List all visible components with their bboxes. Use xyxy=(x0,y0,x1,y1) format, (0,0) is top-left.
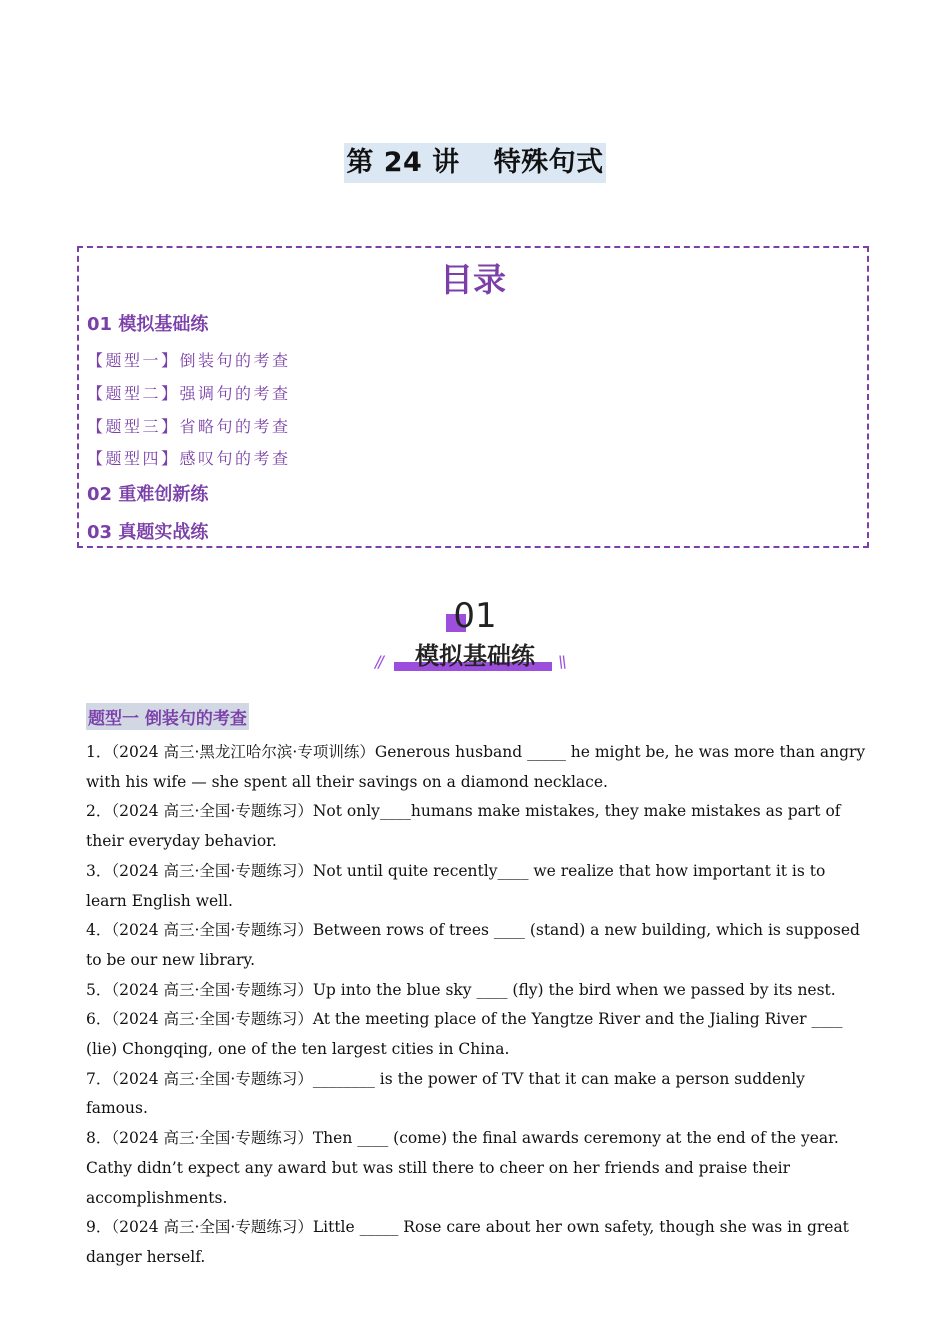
question-item: 1．（2024 高三·黑龙江哈尔滨·专项训练）Generous husband _____ he might be, he was more than angry with his wife — she spent all their savings on a diamond necklace. xyxy=(86,743,866,791)
title-topic: 特殊句式 xyxy=(493,147,604,178)
page-title-wrap xyxy=(0,143,950,183)
question-item: 6．（2024 高三·全国·专题练习）At the meeting place of the Yangtze River and the Jialing River ____ (lie) Chongqing, one of the ten largest cities in China. xyxy=(86,1010,843,1059)
page-title xyxy=(344,143,605,183)
toc-heading: 目录 xyxy=(440,260,506,299)
toc-section-2[interactable]: 02 重难创新练 xyxy=(87,484,209,505)
title-lecture-number: 第 24 讲 xyxy=(346,147,460,178)
question-item: 9．（2024 高三·全国·专题练习）Little _____ Rose care about her own safety, though she was in great danger herself. xyxy=(86,1218,849,1266)
toc-section-1[interactable]: 01 模拟基础练 xyxy=(87,314,209,335)
badge-number: 01 xyxy=(453,596,497,636)
toc-subitem-4[interactable]: 【题型四】感叹句的考查 xyxy=(87,449,291,468)
question-item: 4．（2024 高三·全国·专题练习）Between rows of trees ____ (stand) a new building, which is supposed to be our new library. xyxy=(86,921,860,969)
toc-subitem-1[interactable]: 【题型一】倒装句的考查 xyxy=(87,351,291,370)
badge-right-slashes: \\ xyxy=(558,652,565,671)
question-list xyxy=(86,738,866,1273)
question-item: 5．（2024 高三·全国·专题练习）Up into the blue sky ____ (fly) the bird when we passed by its nest. xyxy=(86,980,836,999)
badge-left-slashes: // xyxy=(375,652,382,671)
toc-section-3[interactable]: 03 真题实战练 xyxy=(87,522,209,543)
question-item: 7．（2024 高三·全国·专题练习）________ is the power of TV that it can make a person suddenly famous. xyxy=(86,1069,805,1118)
question-item: 3．（2024 高三·全国·专题练习）Not until quite recently____ we realize that how important it is to learn English well. xyxy=(86,861,826,910)
section-badge xyxy=(0,596,950,676)
table-of-contents xyxy=(77,246,869,548)
badge-label: 模拟基础练 xyxy=(415,642,535,670)
question-item: 2．（2024 高三·全国·专题练习）Not only____humans make mistakes, they make mistakes as part of their everyday behavior. xyxy=(86,802,841,851)
toc-subitem-3[interactable]: 【题型三】省略句的考查 xyxy=(87,417,291,436)
question-item: 8．（2024 高三·全国·专题练习）Then ____ (come) the final awards ceremony at the end of the year. Cathy didn’t expect any award but was still there to cheer on her friends and praise their accomplishments. xyxy=(86,1129,839,1207)
toc-subitem-2[interactable]: 【题型二】强调句的考查 xyxy=(87,384,291,403)
question-type-label: 题型一 倒装句的考查 xyxy=(86,703,249,730)
